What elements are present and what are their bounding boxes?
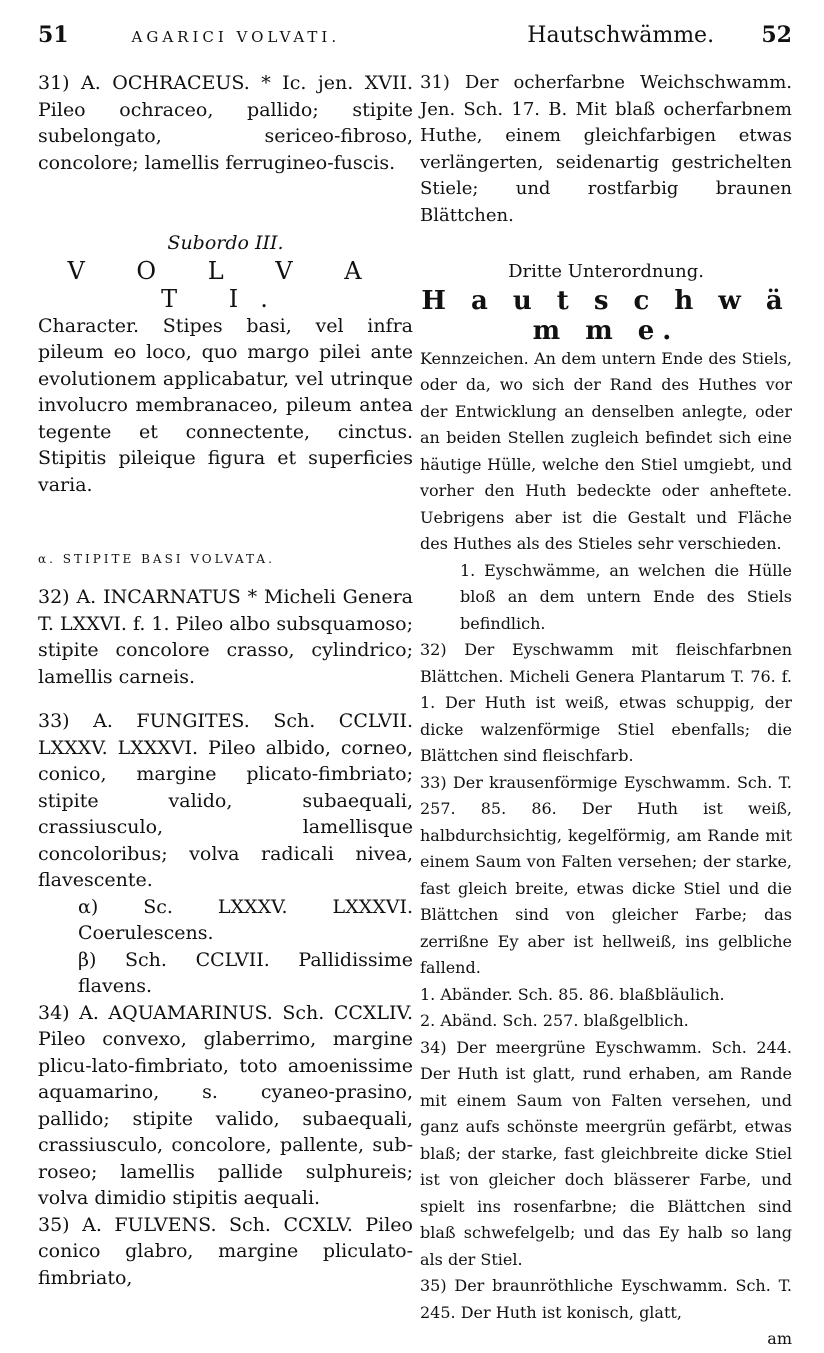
kennzeichen-paragraph: Kennzeichen. An dem untern Ende des Stiels, oder da, wo sich der Rand des Huthes vor der Entwicklung an denselben anlegte, oder an beiden Stellen zugleich befindet sich eine häutige Hülle, welche den Stiel umgiebt, und vorher den Huth bedeckte oder anheftete. Uebrigens aber ist die Gestalt und Fläche des Huthes als des Stieles sehr verschieden.: [420, 348, 792, 553]
entry-35-latin: 35) A. FULVENS. Sch. CCXLV. Pileo conico glabro, margine pliculato-fimbriato,: [38, 1213, 413, 1289]
latin-column: [38, 22, 413, 1291]
entry-33-german: 33) Der krausenförmige Eyschwamm. Sch. T. 257. 85. 86. Der Huth ist weiß, halbdurchsichtig, kegelförmig, am Rande mit einem Saum von Falten versehen; der starke, fast gleich breite, etwas dicke Stiel und die Blättchen sind von gleicher Farbe; das zerrißne Ey aber ist hellweiß, ins gelbliche fallend.: [420, 772, 792, 977]
entry-34-latin: 34) A. AQUAMARINUS. Sch. CCXLIV. Pileo convexo, glaberrimo, margine plicu-lato-fimbriato, toto amoenissime aquamarino, s. cyaneo-prasino, pallido; stipite valido, subaequali, crassiusculo, concolore, pallente, sub-roseo; lamellis pallide sulphureis; volva dimidio stipitis aequali.: [38, 1001, 413, 1209]
left-running-head: AGARICI VOLVATI.: [131, 28, 341, 46]
variety-alpha: α) Sc. LXXXV. LXXXVI. Coerulescens.: [78, 895, 413, 944]
entry-31-german: 31) Der ocherfarbne Weichschwamm. Jen. Sch. 17. B. Mit blaß ocherfarbnem Huthe, einem gleichfarbigen etwas verlängerten, seidenartig gestrichelten Stiele; und rostfarbig braunen Blättchen.: [420, 72, 792, 226]
variety-2-german: 2. Abänd. Sch. 257. blaßgelblich.: [420, 1011, 689, 1030]
section-title-german: H a u t s c h w ä m m e.: [421, 285, 791, 346]
entry-33-latin: 33) A. FUNGITES. Sch. CCLVII. LXXXV. LXXXVI. Pileo albido, corneo, conico, margine plicato-fimbriato; stipite valido, subaequali, crassiusculo, lamellisque concoloribus; volva radicali nivea, flavescente.: [38, 710, 413, 891]
right-header: [420, 22, 792, 70]
group-1-eyschwaemme: 1. Eyschwämme, an welchen die Hülle bloß an dem untern Ende des Stiels befindlich.: [460, 560, 792, 633]
german-column: [420, 22, 792, 1353]
left-header: [38, 22, 413, 70]
entry-32-german: 32) Der Eyschwamm mit fleischfarbnen Blättchen. Micheli Genera Plantarum T. 76. f. 1. Der Huth ist weiß, etwas schuppig, der dicke walzenförmige Stiel ebenfalls; die Blättchen sind fleischfarb.: [420, 640, 792, 765]
variety-beta: β) Sch. CCLVII. Pallidissime flavens.: [78, 948, 413, 997]
left-page-number: 51: [38, 22, 69, 48]
entry-34-german: 34) Der meergrüne Eyschwamm. Sch. 244. Der Huth ist glatt, rund erhaben, am Rande mit einem Saum von Falten versehen, und ganz aufs schönste meergrün gefärbt, etwas blaß; der starke, fast gleichbreite dicke Stiel ist von gleicher doch blässerer Farbe, und spielt ins rosenfarbne; die Blättchen sind blaß schwefelgelb; und das Ey halb so lang als der Stiel.: [420, 1037, 792, 1269]
catchword: am: [767, 1329, 792, 1348]
character-paragraph: Character. Stipes basi, vel infra pileum eo loco, quo margo pilei ante evolutionem applicabatur, vel utrinque involucro membranaceo, pileum antea tegente et connectente, cinctus. Stipitis pileique figura et superficies varia.: [38, 314, 413, 496]
subordo-heading: Subordo III.: [167, 232, 284, 254]
unterordnung-heading: Dritte Unterordnung.: [508, 261, 704, 282]
entry-35-german: 35) Der braunröthliche Eyschwamm. Sch. T. 245. Der Huth ist konisch, glatt,: [420, 1276, 792, 1322]
section-title-latin: V O L V A T I.: [67, 256, 384, 313]
right-running-head: Hautschwämme.: [527, 23, 715, 48]
variety-1-german: 1. Abänder. Sch. 85. 86. blaßbläulich.: [420, 984, 725, 1004]
entry-31-latin: 31) A. OCHRACEUS. * Ic. jen. XVII. Pileo ochraceo, pallido; stipite subelongato, sericeo-fibroso, concolore; lamellis ferrugineo-fuscis.: [38, 72, 413, 174]
entry-32-latin: 32) A. INCARNATUS * Micheli Genera T. LXXVI. f. 1. Pileo albo subsquamoso; stipite concolore crasso, cylindrico; lamellis carneis.: [38, 586, 413, 688]
subsection-alpha: α. STIPITE BASI VOLVATA.: [38, 552, 275, 566]
right-page-number: 52: [761, 22, 792, 48]
